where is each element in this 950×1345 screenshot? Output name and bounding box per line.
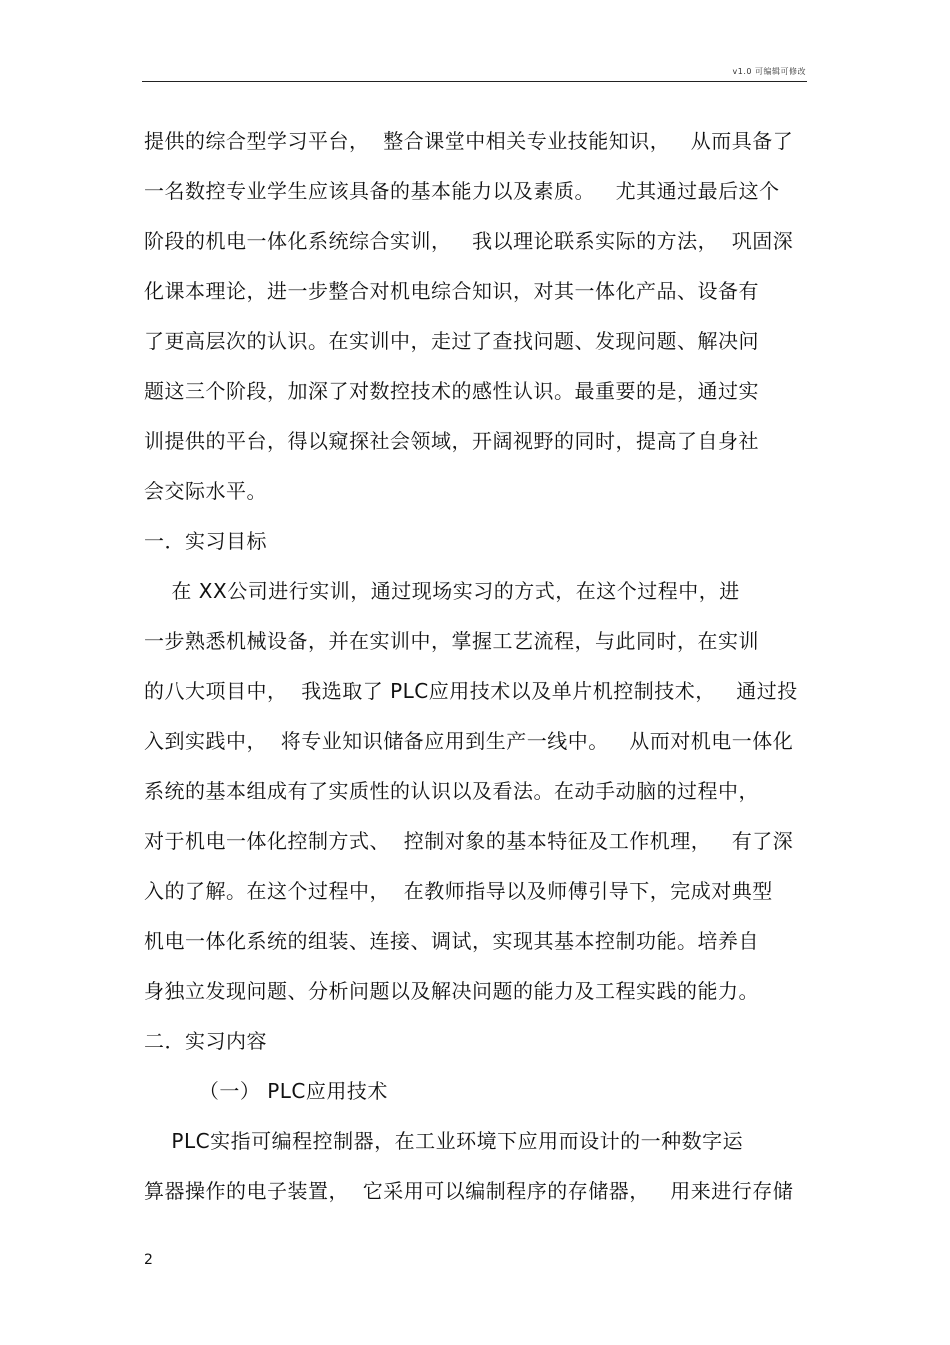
body-line: 算器操作的电子装置， 它采用可以编制程序的存储器， 用来进行存储 xyxy=(144,1179,794,1203)
section-heading: 二．实习内容 xyxy=(144,1029,267,1053)
body-line: 了更高层次的认识。在实训中，走过了查找问题、发现问题、解决问 xyxy=(144,329,759,353)
body-line: 题这三个阶段，加深了对数控技术的感性认识。最重要的是，通过实 xyxy=(144,379,759,403)
body-line: 身独立发现问题、分析问题以及解决问题的能力及工程实践的能力。 xyxy=(144,979,759,1003)
body-line: 入到实践中， 将专业知识储备应用到生产一线中。 从而对机电一体化 xyxy=(144,729,794,753)
header-rule xyxy=(142,81,807,82)
body-line: 一步熟悉机械设备，并在实训中，掌握工艺流程，与此同时，在实训 xyxy=(144,629,759,653)
body-line: 系统的基本组成有了实质性的认识以及看法。在动手动脑的过程中， xyxy=(144,779,759,803)
body-line: 提供的综合型学习平台， 整合课堂中相关专业技能知识， 从而具备了 xyxy=(144,129,794,153)
body-line: 机电一体化系统的组装、连接、调试，实现其基本控制功能。培养自 xyxy=(144,929,759,953)
body-line: 对于机电一体化控制方式、 控制对象的基本特征及工作机理， 有了深 xyxy=(144,829,794,853)
subsection-heading: （一） PLC应用技术 xyxy=(144,1079,388,1103)
body-line: PLC实指可编程控制器，在工业环境下应用而设计的一种数字运 xyxy=(144,1129,744,1153)
body-line: 训提供的平台，得以窥探社会领域，开阔视野的同时，提高了自身社 xyxy=(144,429,759,453)
body-line: 入的了解。在这个过程中， 在教师指导以及师傅引导下，完成对典型 xyxy=(144,879,773,903)
section-heading: 一．实习目标 xyxy=(144,529,267,553)
body-line: 会交际水平。 xyxy=(144,479,267,503)
body-line: 在 XX公司进行实训，通过现场实习的方式，在这个过程中，进 xyxy=(144,579,740,603)
header-version: v1.0 可编辑可修改 xyxy=(732,67,806,76)
body-line: 阶段的机电一体化系统综合实训， 我以理论联系实际的方法， 巩固深 xyxy=(144,229,794,253)
page-number: 2 xyxy=(144,1252,153,1268)
body-line: 的八大项目中， 我选取了 PLC应用技术以及单片机控制技术， 通过投 xyxy=(144,679,798,703)
body-line: 一名数控专业学生应该具备的基本能力以及素质。 尤其通过最后这个 xyxy=(144,179,780,203)
body-line: 化课本理论，进一步整合对机电综合知识，对其一体化产品、设备有 xyxy=(144,279,759,303)
